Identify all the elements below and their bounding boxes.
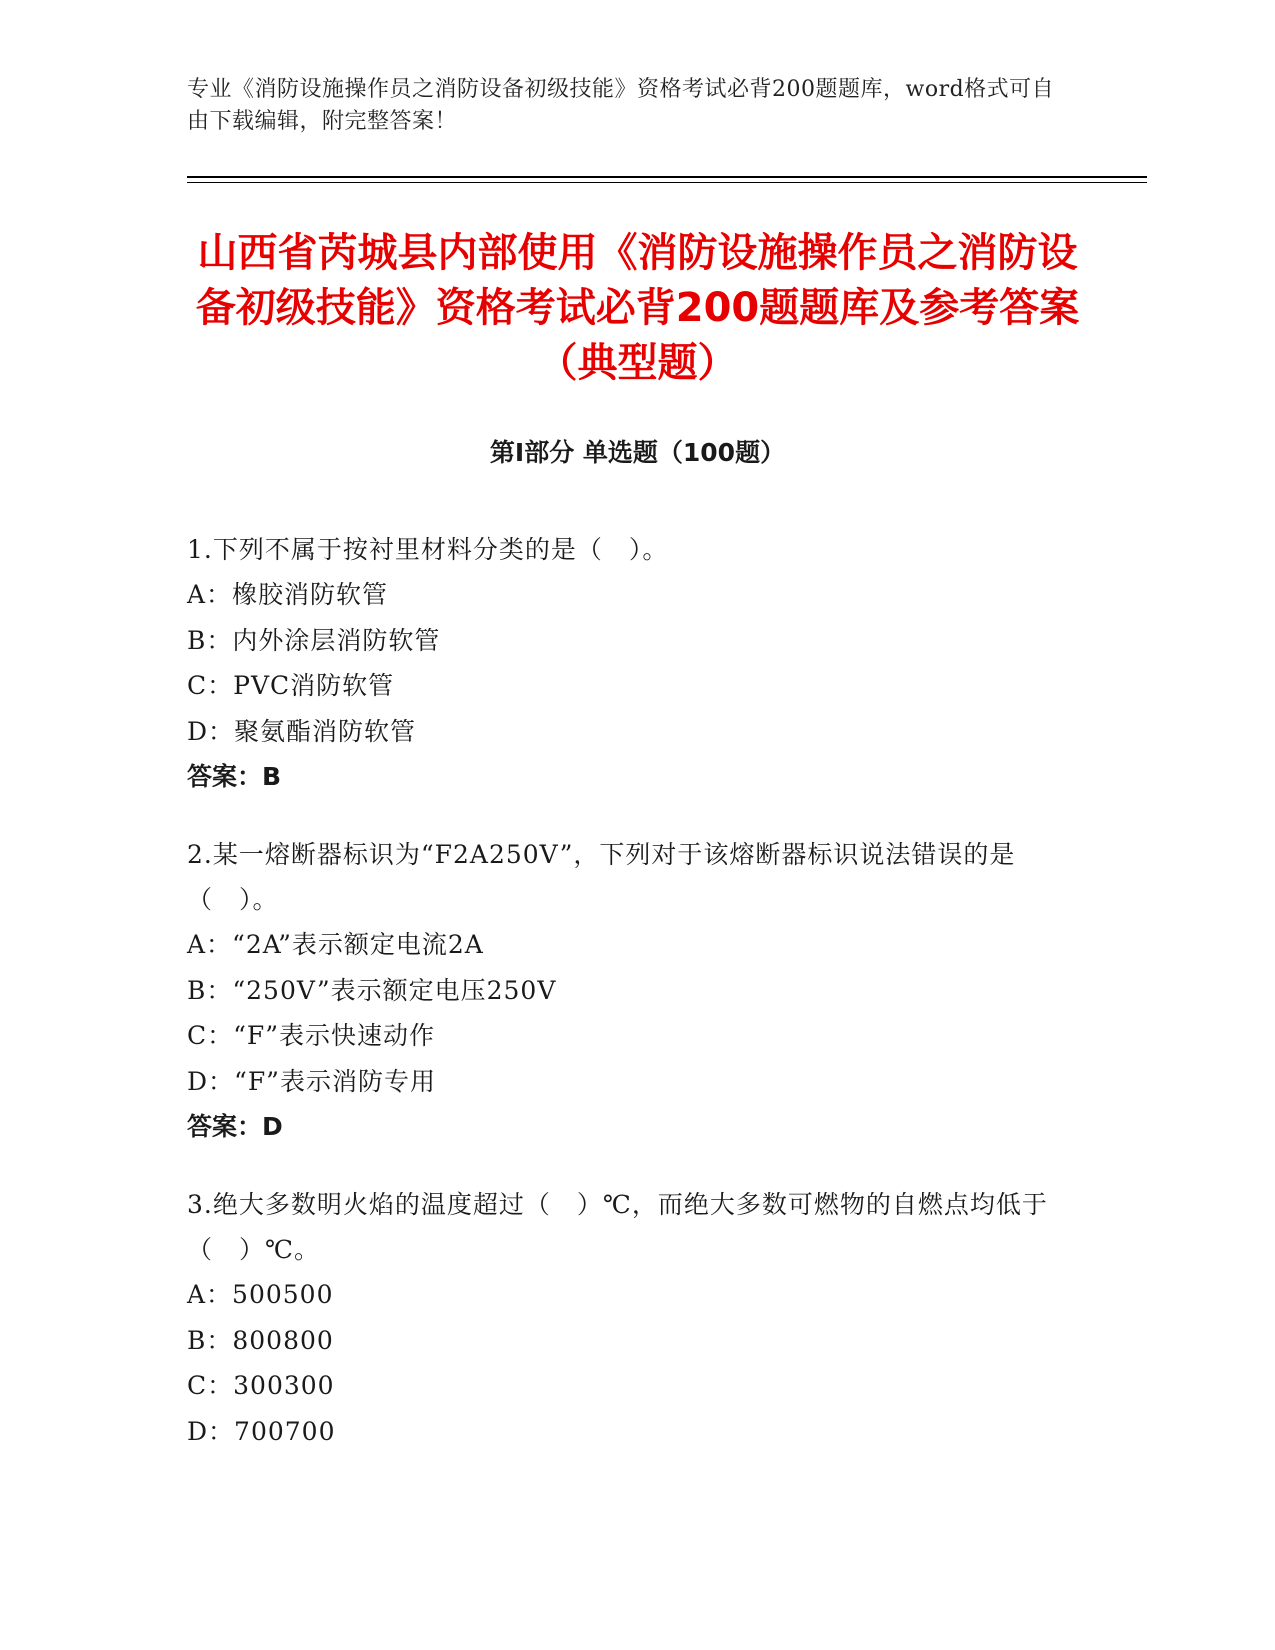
answer-line: 答案：B (187, 762, 282, 791)
option-a: A：“2A”表示额定电流2A (187, 930, 484, 959)
option-c: C：PVC消防软管 (187, 671, 395, 700)
document-title: 山西省芮城县内部使用《消防设施操作员之消防设备初级技能》资格考试必背200题题库及参考答案（典型题） (195, 230, 1080, 386)
option-c: C：“F”表示快速动作 (187, 1021, 436, 1050)
option-b: B：800800 (187, 1325, 334, 1355)
question-1 (187, 527, 1087, 799)
option-b: B：内外涂层消防软管 (187, 625, 441, 655)
section-heading: 第Ⅰ部分 单选题（100题） (489, 438, 786, 467)
option-d: D：聚氨酯消防软管 (187, 716, 417, 746)
answer-line: 答案：D (187, 1112, 283, 1141)
header-divider-thick (187, 176, 1147, 178)
question-2 (187, 832, 1087, 1149)
header-note: 专业《消防设施操作员之消防设备初级技能》资格考试必背200题题库，word格式可自由下载编辑，附完整答案！ (187, 77, 1055, 134)
question-stem: 3.绝大多数明火焰的温度超过（ ）℃，而绝大多数可燃物的自燃点均低于（ ）℃。 (187, 1190, 1048, 1264)
option-c: C：300300 (187, 1371, 335, 1400)
question-stem: 1.下列不属于按衬里材料分类的是（ ）。 (187, 535, 669, 564)
option-b: B：“250V”表示额定电压250V (187, 975, 557, 1005)
question-3 (187, 1182, 1087, 1454)
header-divider-thin (187, 182, 1147, 183)
option-d: D：“F”表示消防专用 (187, 1066, 436, 1096)
question-stem: 2.某一熔断器标识为“F2A250V”，下列对于该熔断器标识说法错误的是（ ）。 (187, 840, 1016, 914)
option-a: A：橡胶消防软管 (187, 580, 389, 609)
option-d: D：700700 (187, 1416, 336, 1446)
option-a: A：500500 (187, 1280, 334, 1309)
question-list (187, 527, 1087, 1487)
